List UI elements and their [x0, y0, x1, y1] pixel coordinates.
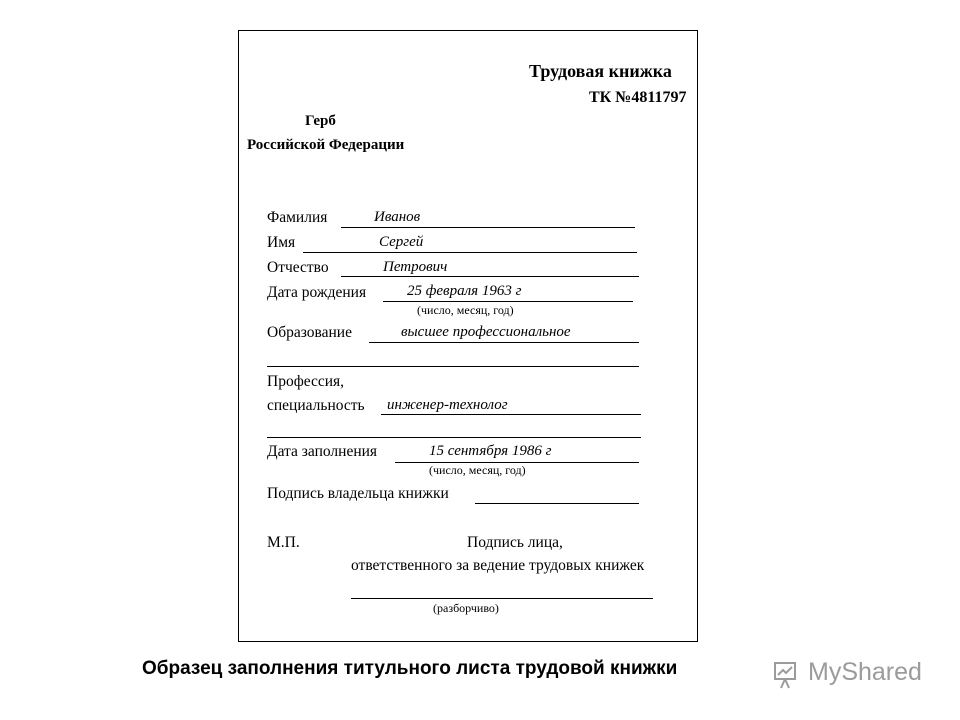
patronymic-label: Отчество — [267, 259, 329, 276]
fill-date-value: 15 сентября 1986 г — [429, 443, 552, 459]
slide-caption: Образец заполнения титульного листа трудовой книжки — [142, 658, 678, 679]
coat-of-arms-line2: Российской Федерации — [247, 137, 405, 153]
owner-signature-label: Подпись владельца книжки — [267, 485, 449, 502]
name-label: Имя — [267, 234, 296, 251]
owner-signature-line — [475, 503, 639, 504]
responsible-signature-label: Подпись лица, — [467, 534, 563, 551]
patronymic-value: Петрович — [383, 259, 448, 275]
fill-date-label: Дата заполнения — [267, 443, 378, 460]
fill-date-hint: (число, месяц, год) — [429, 463, 526, 477]
surname-label: Фамилия — [267, 209, 328, 226]
patronymic-line — [341, 276, 639, 277]
specialty-extra-line — [267, 437, 641, 438]
doc-title: Трудовая книжка — [529, 61, 672, 81]
responsible-person-label: ответственного за ведение трудовых книжек — [351, 557, 645, 574]
education-extra-line — [267, 366, 639, 367]
responsible-signature-line — [351, 598, 653, 599]
responsible-signature-hint: (разборчиво) — [433, 601, 499, 615]
education-label: Образование — [267, 324, 352, 341]
coat-of-arms-line1: Герб — [305, 113, 336, 129]
doc-number: ТК №4811797 — [589, 89, 687, 106]
education-value: высшее профессиональное — [401, 324, 571, 340]
presentation-board-icon — [772, 660, 802, 690]
profession-label: Профессия, — [267, 373, 345, 390]
education-line — [369, 342, 639, 343]
watermark-text: MyShared — [808, 658, 922, 686]
birth-date-hint: (число, месяц, год) — [417, 303, 514, 317]
stamp-label: М.П. — [267, 534, 300, 551]
specialty-label: специальность — [267, 397, 365, 414]
surname-value: Иванов — [374, 209, 421, 225]
specialty-value: инженер-технолог — [387, 397, 508, 413]
specialty-line — [381, 414, 641, 415]
name-value: Сергей — [379, 234, 424, 250]
birth-date-line — [383, 301, 633, 302]
birth-date-value: 25 февраля 1963 г — [407, 283, 522, 299]
work-book-title-page — [238, 30, 698, 642]
surname-line — [341, 227, 635, 228]
birth-date-label: Дата рождения — [267, 284, 367, 301]
name-line — [303, 252, 637, 253]
